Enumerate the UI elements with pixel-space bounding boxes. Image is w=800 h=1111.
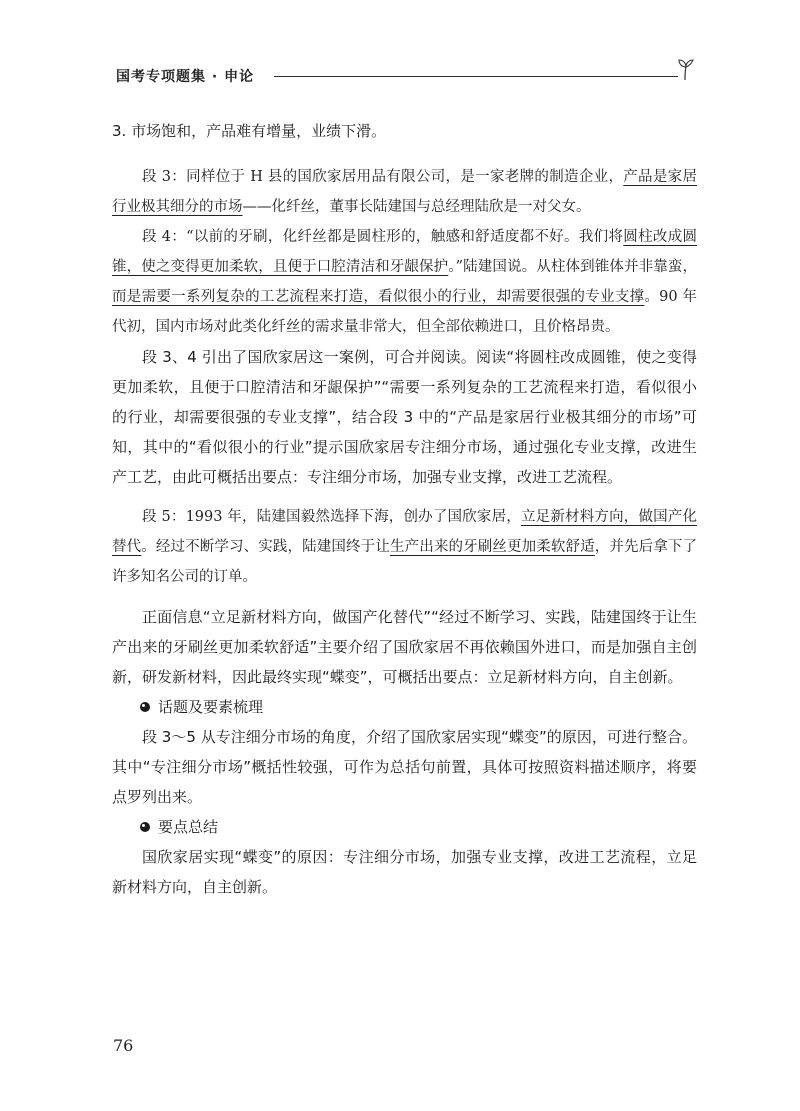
header-rule: [274, 76, 678, 77]
source-paragraph-4: 段 4：“以前的牙刷，化纤丝都是圆柱形的，触感和舒适度都不好。我们将圆柱改成圆锥，使之变得更加柔软，且便于口腔清洁和牙龈保护。”陆建国说。从柱体到锥体并非靠蛮，而是需要一系列复杂的工艺流程来打造，看似很小的行业，却需要很强的专业支撑。90 年代初，国内市场对此类化纤丝的需求量非常大，但全部依赖进口，且价格昂贵。: [112, 229, 698, 335]
sprout-icon: [674, 58, 696, 82]
source-paragraph-5: 段 5：1993 年，陆建国毅然选择下海，创办了国欣家居，立足新材料方向，做国产化替代。经过不断学习、实践，陆建国终于让生产出来的牙刷丝更加柔软舒适，并先后拿下了许多知名公司的订单。: [112, 509, 698, 585]
bullet-icon: [140, 822, 150, 832]
page-content: [112, 116, 697, 902]
analysis-paragraph-2: 正面信息“立足新材料方向，做国产化替代”“经过不断学习、实践，陆建国终于让生产出来的牙刷丝更加柔软舒适”主要介绍了国欣家居不再依赖国外进口，而是加强自主创新，研发新材料，因此最终实现“蝶变”，可概括出要点：立足新材料方向，自主创新。: [112, 608, 697, 686]
page-number: 76: [113, 1036, 134, 1055]
page-header: [116, 58, 696, 98]
source-paragraph-3: 段 3：同样位于 H 县的国欣家居用品有限公司，是一家老牌的制造企业，产品是家居行业极其细分的市场——化纤丝，董事长陆建国与总经理陆欣是一对父女。: [112, 169, 697, 215]
section-summary-heading: 要点总结: [112, 812, 697, 842]
subheading-3: 3. 市场饱和，产品难有增量，业绩下滑。: [112, 122, 387, 140]
section-topic-heading: 话题及要素梳理: [112, 692, 697, 722]
section-topic-body: 段 3～5 从专注细分市场的角度，介绍了国欣家居实现“蝶变”的原因，可进行整合。其中“专注细分市场”概括性较强，可作为总括句前置，具体可按照资料描述顺序，将要点罗列出来。: [112, 728, 697, 806]
header-title: 国考专项题集 · 申论: [116, 69, 255, 85]
bullet-icon: [140, 702, 150, 712]
analysis-paragraph-1: 段 3、4 引出了国欣家居这一案例，可合并阅读。阅读“将圆柱改成圆锥，使之变得更加柔软，且便于口腔清洁和牙龈保护”“需要一系列复杂的工艺流程来打造，看似很小的行业，却需要很强的专业支撑”，结合段 3 中的“产品是家居行业极其细分的市场”可知，其中的“看似很小的行业”提示国欣家居专注细分市场，通过强化专业支撑，改进生产工艺，由此可概括出要点：专注细分市场，加强专业支撑，改进工艺流程。: [112, 348, 697, 486]
section-summary-body: 国欣家居实现“蝶变”的原因：专注细分市场，加强专业支撑，改进工艺流程，立足新材料方向，自主创新。: [112, 848, 697, 896]
